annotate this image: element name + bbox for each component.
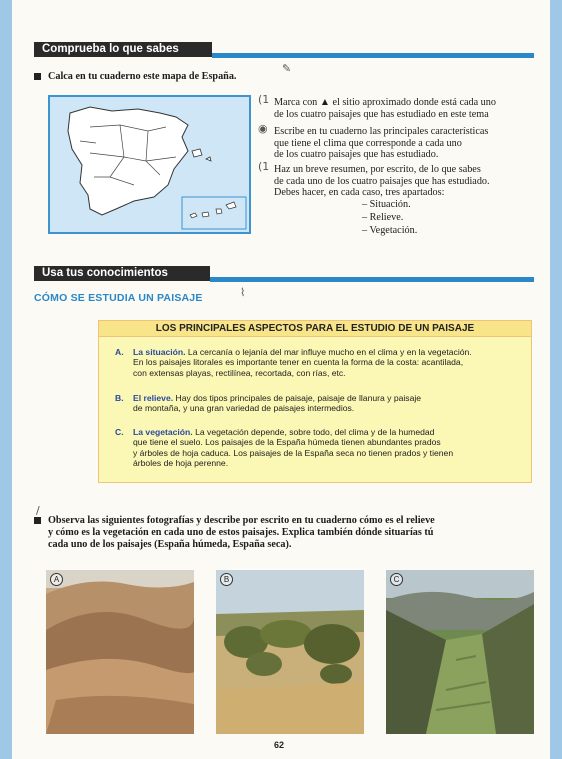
info-letter: C. (115, 427, 124, 437)
info-line: con extensas playas, rectilínea, recortada, con rías, etc. (133, 367, 346, 378)
info-line: Hay dos tipos principales de paisaje, paisaje de llanura y paisaje (173, 393, 422, 403)
info-item-vegetacion (109, 427, 523, 473)
info-label: La vegetación. (133, 427, 193, 437)
section-rule (210, 277, 534, 282)
info-line: La cercanía o lejanía del mar influye mucho en el clima y en la vegetación. (185, 347, 472, 357)
section-title-usa: Usa tus conocimientos (34, 266, 210, 281)
map-instruction: Calca en tu cuaderno este mapa de España. (48, 71, 237, 82)
photo-label: C (390, 573, 403, 586)
bullet-icon (34, 517, 41, 524)
info-line: de montaña, y una gran variedad de paisajes intermedios. (133, 403, 355, 414)
task-2-line-1: Escribe en tu cuaderno las principales características (274, 126, 489, 137)
task-3-line-1: Haz un breve resumen, por escrito, de lo que sabes (274, 164, 481, 175)
check-mark-icon: (1 (258, 160, 270, 173)
exercise-line-1: Observa las siguientes fotografías y describe por escrito en tu cuaderno cómo es el relieve (48, 515, 435, 526)
photo-b (216, 570, 364, 734)
photo-label: B (220, 573, 233, 586)
check-mark-icon: (1 (258, 93, 270, 106)
photo-a (46, 570, 194, 734)
info-box (98, 320, 532, 483)
bullet-icon (34, 73, 41, 80)
task-1-line-1: Marca con ▲ el sitio aproximado donde está cada uno (274, 97, 496, 108)
info-letter: A. (115, 347, 124, 357)
info-line: que tiene el suelo. Los paisajes de la España húmeda tienen abundantes prados (133, 437, 441, 448)
textbook-page (12, 0, 550, 759)
photo-c (386, 570, 534, 734)
info-label: El relieve. (133, 393, 174, 403)
subpoint-vegetacion: – Vegetación. (362, 225, 418, 236)
section-title-comprueba: Comprueba lo que sabes (34, 42, 212, 57)
info-item-situacion (109, 347, 523, 383)
subpoint-situacion: – Situación. (362, 199, 411, 210)
check-mark-icon: / (36, 504, 40, 517)
info-label: La situación. (133, 347, 186, 357)
info-line: y árboles de hoja caduca. Los paisajes de la España seca no tienen prados y tienen (133, 447, 454, 458)
info-letter: B. (115, 393, 124, 403)
subsection-title: CÓMO SE ESTUDIA UN PAISAJE (34, 292, 203, 304)
page-number: 62 (274, 740, 285, 750)
task-3-line-2: de cada uno de los cuatro paisajes que has estudiado. (274, 175, 490, 187)
map-outline-icon (50, 97, 249, 232)
section-rule (212, 53, 534, 58)
photo-label: A (50, 573, 63, 586)
task-2-line-3: de los cuatro paisajes que has estudiado. (274, 149, 439, 160)
oak-meadow-photo-icon (216, 570, 364, 734)
task-1-line-2: de los cuatro paisajes que has estudiado en este tema (274, 108, 489, 120)
info-item-relieve (109, 393, 523, 417)
task-2-line-2: que tiene el clima que corresponde a cada uno (274, 137, 462, 149)
info-line: En los paisajes litorales es importante tener en cuenta la forma de la costa: acantilada, (133, 357, 464, 368)
exercise-line-2: y cómo es la vegetación en cada uno de estos paisajes. Explica también dónde situarías tú (48, 527, 434, 538)
task-3-line-3: Debes hacer, en cada caso, tres apartados: (274, 187, 445, 198)
green-valley-photo-icon (386, 570, 534, 734)
exercise-line-3: cada uno de los paisajes (España húmeda, España seca). (48, 539, 292, 550)
check-mark-icon: ◉ (258, 122, 268, 135)
pencil-mark-icon: ✎ (282, 62, 292, 75)
info-line: árboles de hoja perenne. (133, 458, 229, 469)
subpoint-relieve: – Relieve. (362, 212, 404, 223)
spain-map (48, 95, 251, 234)
info-line: La vegetación depende, sobre todo, del clima y de la humedad (192, 427, 435, 437)
info-box-title: LOS PRINCIPALES ASPECTOS PARA EL ESTUDIO DE UN PAISAJE (99, 321, 531, 337)
dry-hills-photo-icon (46, 570, 194, 734)
pencil-mark-icon: ⌇ (240, 286, 246, 299)
